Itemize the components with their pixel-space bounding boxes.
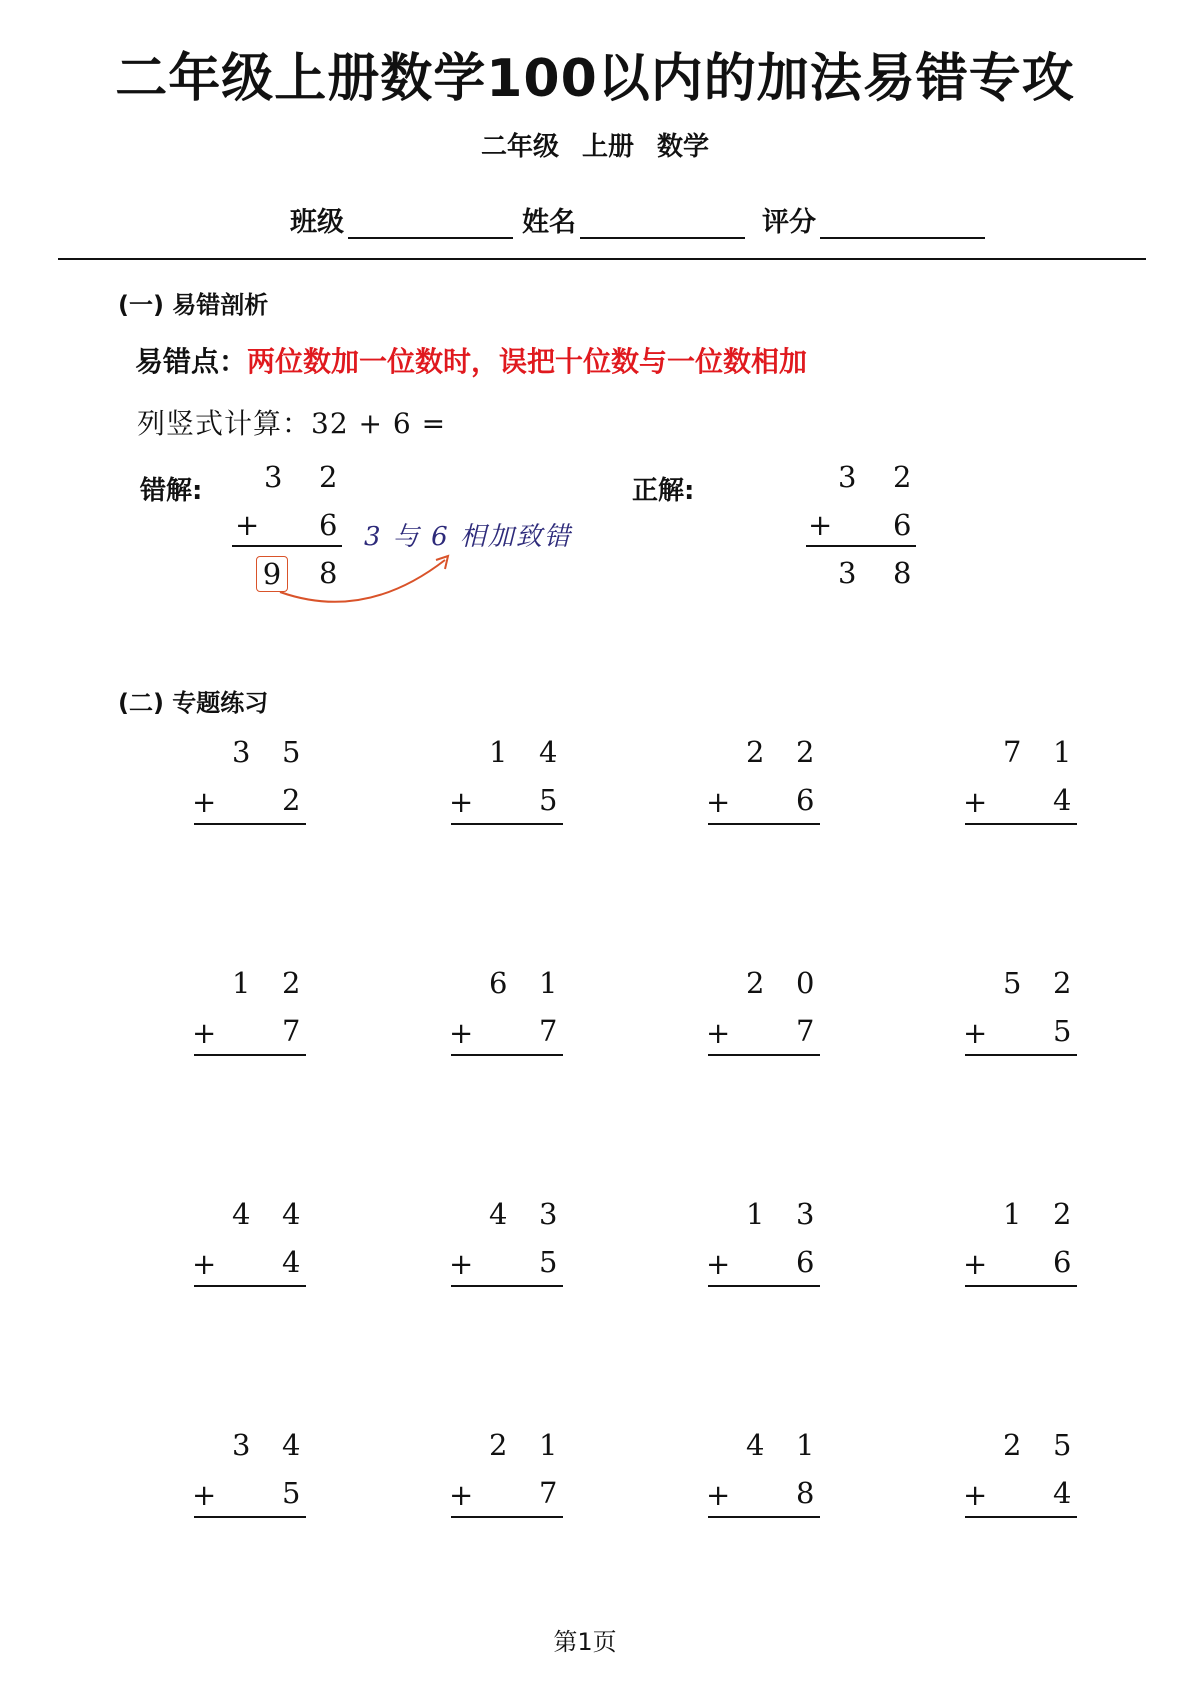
- practice-problem: [961, 1428, 1081, 1538]
- problem-top-ones: 4: [282, 1428, 301, 1462]
- wrong-top-tens: 3: [264, 460, 283, 494]
- error-point-label: 易错点：: [135, 345, 248, 378]
- problem-sum-line: [194, 823, 306, 825]
- problem-top-tens: 6: [489, 966, 508, 1000]
- practice-problem: [961, 966, 1081, 1076]
- problem-top-ones: 2: [282, 966, 301, 1000]
- class-blank[interactable]: [348, 207, 513, 239]
- calc-prompt: [137, 402, 446, 442]
- problem-addend: 7: [282, 1014, 301, 1048]
- class-field: [290, 200, 513, 239]
- problem-plus: +: [963, 1247, 988, 1281]
- problem-top-ones: 5: [1053, 1428, 1072, 1462]
- wrong-solution-label: 错解:: [140, 476, 203, 506]
- page-title: 二年级上册数学100以内的加法易错专攻: [115, 49, 1075, 109]
- wrong-result-ones: 8: [319, 556, 338, 590]
- problem-sum-line: [965, 823, 1077, 825]
- page-number: 第1页: [553, 1628, 617, 1656]
- problem-top-tens: 2: [489, 1428, 508, 1462]
- problem-plus: +: [192, 785, 217, 819]
- practice-problem: [190, 1428, 310, 1538]
- problem-addend: 7: [539, 1014, 558, 1048]
- problem-sum-line: [194, 1516, 306, 1518]
- problem-sum-line: [708, 1285, 820, 1287]
- problem-top-ones: 0: [796, 966, 815, 1000]
- problem-top-ones: 2: [796, 735, 815, 769]
- problem-plus: +: [706, 1478, 731, 1512]
- problem-top-tens: 1: [489, 735, 508, 769]
- problem-plus: +: [963, 785, 988, 819]
- practice-problem: [704, 735, 824, 845]
- problem-addend: 5: [282, 1476, 301, 1510]
- problem-sum-line: [194, 1285, 306, 1287]
- problem-sum-line: [965, 1054, 1077, 1056]
- problem-top-tens: 4: [746, 1428, 765, 1462]
- right-top-tens: 3: [838, 460, 857, 494]
- right-sum-line: [806, 545, 916, 547]
- problem-top-ones: 2: [1053, 966, 1072, 1000]
- problem-addend: 7: [539, 1476, 558, 1510]
- problem-top-tens: 4: [232, 1197, 251, 1231]
- score-field: [762, 200, 985, 239]
- problem-plus: +: [449, 1016, 474, 1050]
- right-solution-label: 正解:: [632, 476, 695, 506]
- problem-plus: +: [449, 785, 474, 819]
- wrong-top-ones: 2: [319, 460, 338, 494]
- problem-plus: +: [706, 1016, 731, 1050]
- problem-top-tens: 3: [232, 735, 251, 769]
- problem-sum-line: [965, 1285, 1077, 1287]
- problem-top-tens: 4: [489, 1197, 508, 1231]
- problem-plus: +: [706, 785, 731, 819]
- calc-prompt-label: 列竖式计算：: [137, 407, 312, 440]
- name-label: 姓名: [522, 207, 576, 238]
- problem-plus: +: [963, 1016, 988, 1050]
- problem-addend: 6: [1053, 1245, 1072, 1279]
- problem-addend: 8: [796, 1476, 815, 1510]
- wrong-plus: +: [235, 508, 260, 542]
- practice-problem: [704, 1197, 824, 1307]
- name-blank[interactable]: [580, 207, 745, 239]
- problem-sum-line: [708, 1054, 820, 1056]
- problem-addend: 4: [282, 1245, 301, 1279]
- calc-prompt-expr: 32 + 6 =: [311, 407, 447, 440]
- practice-problem: [447, 966, 567, 1076]
- right-result-tens: 3: [838, 556, 857, 590]
- problem-top-ones: 1: [796, 1428, 815, 1462]
- problem-sum-line: [708, 1516, 820, 1518]
- problem-addend: 5: [539, 1245, 558, 1279]
- practice-problem: [961, 1197, 1081, 1307]
- problem-sum-line: [451, 1054, 563, 1056]
- page-subtitle: 二年级 上册 数学: [480, 132, 710, 162]
- problem-plus: +: [963, 1478, 988, 1512]
- header-divider: [58, 258, 1146, 260]
- problem-top-ones: 2: [1053, 1197, 1072, 1231]
- practice-problem: [190, 735, 310, 845]
- class-label: 班级: [290, 207, 344, 238]
- problem-addend: 7: [796, 1014, 815, 1048]
- problem-top-ones: 5: [282, 735, 301, 769]
- problem-addend: 5: [539, 783, 558, 817]
- wrong-result-tens: 9: [256, 556, 288, 592]
- practice-problem: [704, 966, 824, 1076]
- problem-plus: +: [449, 1247, 474, 1281]
- problem-top-tens: 1: [232, 966, 251, 1000]
- score-label: 评分: [762, 207, 816, 238]
- wrong-addend: 6: [319, 508, 338, 542]
- problem-plus: +: [192, 1247, 217, 1281]
- problem-top-tens: 2: [746, 735, 765, 769]
- problem-sum-line: [708, 823, 820, 825]
- name-field: [522, 200, 745, 239]
- problem-top-tens: 7: [1003, 735, 1022, 769]
- problem-top-ones: 3: [539, 1197, 558, 1231]
- problem-sum-line: [451, 1285, 563, 1287]
- problem-top-tens: 2: [1003, 1428, 1022, 1462]
- problem-top-tens: 1: [1003, 1197, 1022, 1231]
- problem-top-tens: 5: [1003, 966, 1022, 1000]
- problem-sum-line: [965, 1516, 1077, 1518]
- error-point-text: 两位数加一位数时，误把十位数与一位数相加: [247, 345, 808, 378]
- section1-heading: (一) 易错剖析: [118, 291, 269, 319]
- problem-addend: 2: [282, 783, 301, 817]
- problem-addend: 6: [796, 783, 815, 817]
- problem-top-tens: 1: [746, 1197, 765, 1231]
- score-blank[interactable]: [820, 207, 985, 239]
- section2-heading: (二) 专题练习: [118, 689, 269, 717]
- problem-top-ones: 4: [282, 1197, 301, 1231]
- error-point: [135, 340, 807, 380]
- practice-problem: [447, 735, 567, 845]
- right-result-ones: 8: [893, 556, 912, 590]
- problem-sum-line: [451, 823, 563, 825]
- problem-addend: 4: [1053, 1476, 1072, 1510]
- practice-problem: [447, 1197, 567, 1307]
- problem-top-tens: 2: [746, 966, 765, 1000]
- problem-top-ones: 1: [539, 1428, 558, 1462]
- problem-top-ones: 3: [796, 1197, 815, 1231]
- practice-problem: [190, 1197, 310, 1307]
- practice-problem: [447, 1428, 567, 1538]
- problem-plus: +: [192, 1016, 217, 1050]
- problem-top-ones: 1: [1053, 735, 1072, 769]
- problem-addend: 4: [1053, 783, 1072, 817]
- problem-sum-line: [194, 1054, 306, 1056]
- right-addend: 6: [893, 508, 912, 542]
- problem-sum-line: [451, 1516, 563, 1518]
- right-top-ones: 2: [893, 460, 912, 494]
- problem-addend: 6: [796, 1245, 815, 1279]
- problem-plus: +: [706, 1247, 731, 1281]
- problem-top-tens: 3: [232, 1428, 251, 1462]
- problem-plus: +: [449, 1478, 474, 1512]
- error-annotation: 3 与 6 相加致错: [364, 522, 572, 552]
- practice-problem: [961, 735, 1081, 845]
- problem-addend: 5: [1053, 1014, 1072, 1048]
- practice-problem: [704, 1428, 824, 1538]
- problem-top-ones: 4: [539, 735, 558, 769]
- right-plus: +: [808, 508, 833, 542]
- practice-problem: [190, 966, 310, 1076]
- problem-plus: +: [192, 1478, 217, 1512]
- problem-top-ones: 1: [539, 966, 558, 1000]
